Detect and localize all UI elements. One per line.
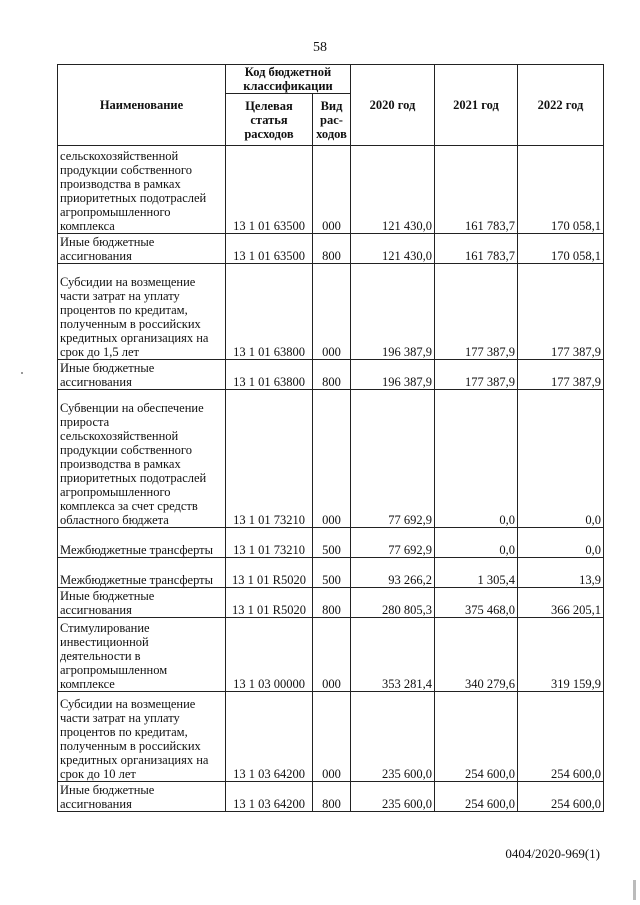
row-name: Субсидии на возмещение части затрат на уплату процентов по кредитам, полученным в российских кредитных организациях на срок до 1,5 лет (58, 264, 226, 360)
row-2020: 93 266,2 (351, 558, 435, 588)
row-2020: 77 692,9 (351, 390, 435, 528)
row-name: Субвенции на обеспечение прироста сельскохозяйственной продукции собственного производства в рамках приоритетных подотраслей агропромышленного комплекса за счет средств областного бюджета (58, 390, 226, 528)
row-code: 13 1 01 R5020 (226, 588, 313, 618)
row-2021: 340 279,6 (435, 618, 518, 692)
row-2022: 170 058,1 (518, 234, 604, 264)
row-2021: 177 387,9 (435, 360, 518, 390)
page-number: 58 (313, 40, 327, 55)
header-name: Наименование (58, 65, 226, 146)
header-2021: 2021 год (435, 65, 518, 146)
row-2020: 121 430,0 (351, 146, 435, 234)
row-2021: 0,0 (435, 528, 518, 558)
row-2022: 0,0 (518, 528, 604, 558)
row-code: 13 1 03 00000 (226, 618, 313, 692)
row-code: 13 1 01 73210 (226, 528, 313, 558)
row-2022: 177 387,9 (518, 264, 604, 360)
row-code: 13 1 01 63500 (226, 234, 313, 264)
row-name: Иные бюджетные ассигнования (58, 234, 226, 264)
row-2020: 196 387,9 (351, 264, 435, 360)
row-code: 13 1 03 64200 (226, 782, 313, 812)
row-expense-type: 000 (313, 146, 351, 234)
row-name: Иные бюджетные ассигнования (58, 782, 226, 812)
row-2020: 235 600,0 (351, 782, 435, 812)
row-2020: 77 692,9 (351, 528, 435, 558)
scan-speck (21, 372, 23, 374)
header-expense-type: Вид рас-ходов (313, 94, 351, 146)
row-expense-type: 000 (313, 264, 351, 360)
row-expense-type: 000 (313, 390, 351, 528)
row-2020: 235 600,0 (351, 692, 435, 782)
header-target-article: Целевая статья расходов (226, 94, 313, 146)
table-row (58, 528, 604, 558)
row-2021: 177 387,9 (435, 264, 518, 360)
row-expense-type: 800 (313, 588, 351, 618)
row-2020: 353 281,4 (351, 618, 435, 692)
table-row (58, 360, 604, 390)
table-row (58, 618, 604, 692)
budget-table (57, 64, 604, 812)
row-2022: 254 600,0 (518, 692, 604, 782)
header-2020: 2020 год (351, 65, 435, 146)
row-expense-type: 800 (313, 360, 351, 390)
row-2022: 13,9 (518, 558, 604, 588)
table-row (58, 146, 604, 234)
row-2021: 375 468,0 (435, 588, 518, 618)
row-code: 13 1 03 64200 (226, 692, 313, 782)
document-code: 0404/2020-969(1) (505, 846, 600, 861)
row-code: 13 1 01 63800 (226, 264, 313, 360)
row-2021: 161 783,7 (435, 234, 518, 264)
table-row (58, 588, 604, 618)
row-code: 13 1 01 63500 (226, 146, 313, 234)
row-2022: 366 205,1 (518, 588, 604, 618)
row-name: Иные бюджетные ассигнования (58, 360, 226, 390)
row-name: Стимулирование инвестиционной деятельности в агропромышленном комплексе (58, 618, 226, 692)
row-name: Межбюджетные трансферты (58, 558, 226, 588)
row-expense-type: 800 (313, 234, 351, 264)
table-row (58, 264, 604, 360)
row-code: 13 1 01 73210 (226, 390, 313, 528)
table-row (58, 234, 604, 264)
row-2022: 0,0 (518, 390, 604, 528)
table-row (58, 692, 604, 782)
header-kbk: Код бюджетной классификации (226, 65, 351, 94)
row-name: Межбюджетные трансферты (58, 528, 226, 558)
row-expense-type: 000 (313, 618, 351, 692)
row-2022: 170 058,1 (518, 146, 604, 234)
row-2021: 161 783,7 (435, 146, 518, 234)
row-code: 13 1 01 63800 (226, 360, 313, 390)
row-name: Субсидии на возмещение части затрат на уплату процентов по кредитам, полученным в российских кредитных организациях на срок до 10 лет (58, 692, 226, 782)
row-2021: 1 305,4 (435, 558, 518, 588)
row-2022: 319 159,9 (518, 618, 604, 692)
row-2021: 254 600,0 (435, 692, 518, 782)
row-code: 13 1 01 R5020 (226, 558, 313, 588)
row-2020: 121 430,0 (351, 234, 435, 264)
table-row (58, 558, 604, 588)
row-2021: 254 600,0 (435, 782, 518, 812)
row-2022: 254 600,0 (518, 782, 604, 812)
row-2022: 177 387,9 (518, 360, 604, 390)
row-2020: 196 387,9 (351, 360, 435, 390)
row-expense-type: 800 (313, 782, 351, 812)
scan-edge-mark (633, 880, 636, 900)
row-name: Иные бюджетные ассигнования (58, 588, 226, 618)
row-expense-type: 500 (313, 528, 351, 558)
row-2021: 0,0 (435, 390, 518, 528)
row-2020: 280 805,3 (351, 588, 435, 618)
header-2022: 2022 год (518, 65, 604, 146)
table-row (58, 390, 604, 528)
row-expense-type: 000 (313, 692, 351, 782)
row-expense-type: 500 (313, 558, 351, 588)
row-name: сельскохозяйственной продукции собственного производства в рамках приоритетных подотраслей агропромышленного комплекса (58, 146, 226, 234)
table-row (58, 782, 604, 812)
